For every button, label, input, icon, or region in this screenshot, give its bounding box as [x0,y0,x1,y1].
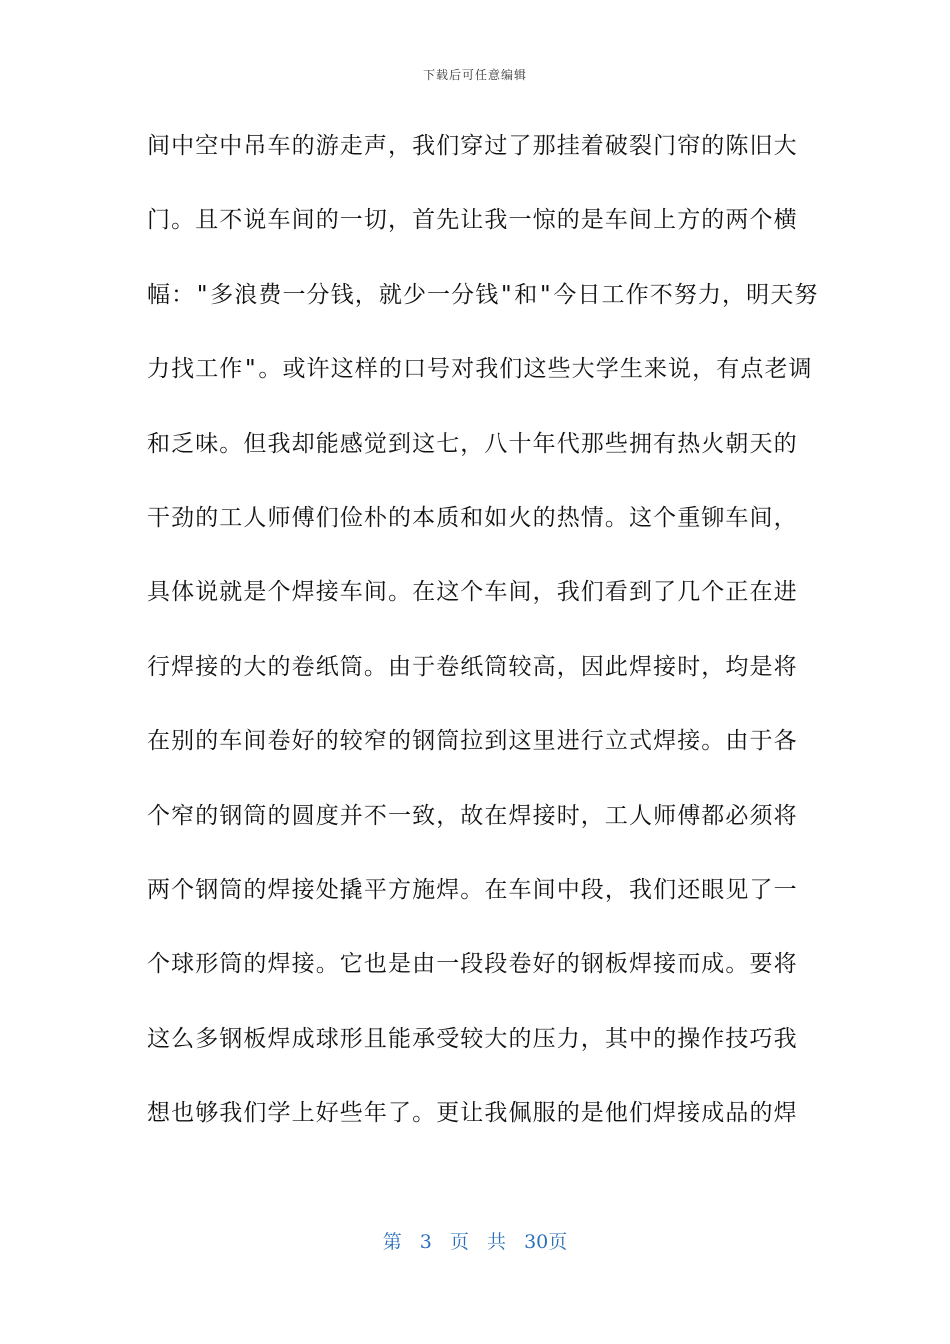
text-line: 在别的车间卷好的较窄的钢筒拉到这里进行立式焊接。由于各 [147,728,798,755]
page-label-mid: 页 [449,1231,469,1253]
text-line: 和乏味。但我却能感觉到这七，八十年代那些拥有热火朝天的 [147,430,798,457]
text-line: 个球形筒的焊接。它也是由一段段卷好的钢板焊接而成。要将 [147,951,798,978]
current-page-number: 3 [419,1231,432,1253]
text-line: 间中空中吊车的游走声，我们穿过了那挂着破裂门帘的陈旧大 [147,133,798,159]
text-line: 两个钢筒的焊接处撬平方施焊。在车间中段，我们还眼见了一 [147,876,798,903]
text-line: 力找工作"。或许这样的口号对我们这些大学生来说，有点老调 [147,356,813,383]
text-line: 具体说就是个焊接车间。在这个车间，我们看到了几个正在进 [147,579,798,606]
text-line: 这么多钢板焊成球形且能承受较大的压力，其中的操作技巧我 [147,1025,798,1052]
body-text [147,121,819,1162]
header-note: 下载后可任意编辑 [422,68,527,82]
total-pages: 30页 [524,1231,568,1253]
text-line: 行焊接的大的卷纸筒。由于卷纸筒较高，因此焊接时，均是将 [147,653,798,680]
text-line: 想也够我们学上好些年了。更让我佩服的是他们焊接成品的焊 [147,1100,798,1127]
text-line: 幅："多浪费一分钱，就少一分钱"和"今日工作不努力，明天努 [147,281,819,308]
page-label-prefix: 第 [382,1231,402,1253]
total-label: 共 [487,1231,507,1253]
text-line: 个窄的钢筒的圆度并不一致，故在焊接时，工人师傅都必须将 [147,802,798,829]
page-footer [0,1227,950,1254]
text-line: 干劲的工人师傅们俭朴的本质和如火的热情。这个重铆车间， [147,504,798,531]
text-line: 门。且不说车间的一切，首先让我一惊的是车间上方的两个横 [147,207,798,234]
